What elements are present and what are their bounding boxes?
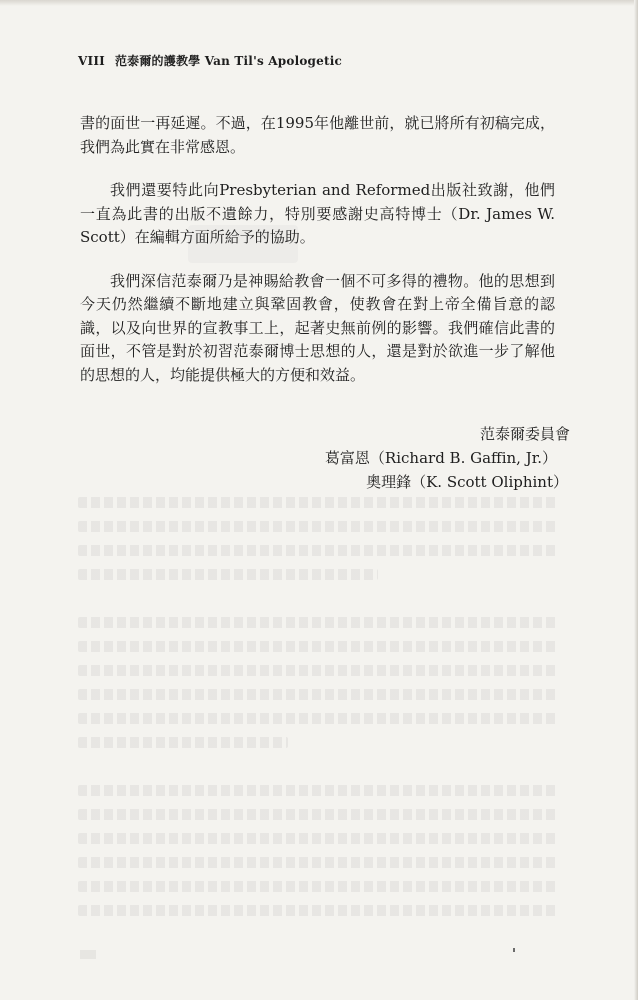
bleed-through-line (78, 713, 558, 724)
book-title: 范泰爾的護教學 Van Til's Apologetic (114, 54, 342, 68)
signer-name: 葛富恩（Richard B. Gaffin, Jr.） (324, 449, 557, 467)
page-number: VIII (78, 54, 105, 68)
bleed-through-line (78, 665, 558, 676)
paragraph: 我們還要特此向Presbyterian and Reformed出版社致謝，他們一直為此書的出版不遺餘力，特別要感謝史高特博士（Dr. James W. Scott）在編輯方面所給予的協助。 (80, 181, 555, 246)
bleed-through-line (78, 545, 558, 556)
bleed-through-line (78, 641, 558, 652)
bleed-through-line (78, 809, 558, 820)
bleed-through-line (78, 881, 558, 892)
bleed-through-line (78, 785, 558, 796)
bleed-through-line (78, 569, 378, 580)
bleed-through-line (78, 617, 558, 628)
page-right-edge (634, 0, 638, 1000)
running-head (78, 52, 342, 69)
paragraph: 我們深信范泰爾乃是神賜給教會一個不可多得的禮物。他的思想到今天仍然繼續不斷地建立與鞏固教會，使教會在對上帝全備旨意的認識，以及向世界的宣教事工上，起著史無前例的影響。我們確信此書的面世，不管是對於初習范泰爾博士思想的人，還是對於欲進一步了解他的思想的人，均能提供極大的方便和效益。 (80, 271, 555, 384)
signer-name: 奧理鋒（K. Scott Oliphint） (366, 473, 568, 491)
signature-block (325, 422, 570, 494)
bleed-through-line (78, 497, 558, 508)
page-top-edge (0, 0, 638, 6)
committee-name: 范泰爾委員會 (479, 425, 570, 443)
body-text (80, 112, 555, 407)
bleed-through-folio (80, 950, 96, 959)
paper-speck (513, 948, 515, 952)
bleed-through-line (78, 689, 558, 700)
bleed-through-line (78, 905, 558, 916)
bleed-through-line (78, 857, 558, 868)
bleed-through-line (78, 521, 558, 532)
paragraph: 書的面世一再延遲。不過，在1995年他離世前，就已將所有初稿完成，我們為此實在非常感恩。 (80, 114, 555, 156)
bleed-through-line (78, 737, 288, 748)
bleed-through-line (78, 833, 558, 844)
